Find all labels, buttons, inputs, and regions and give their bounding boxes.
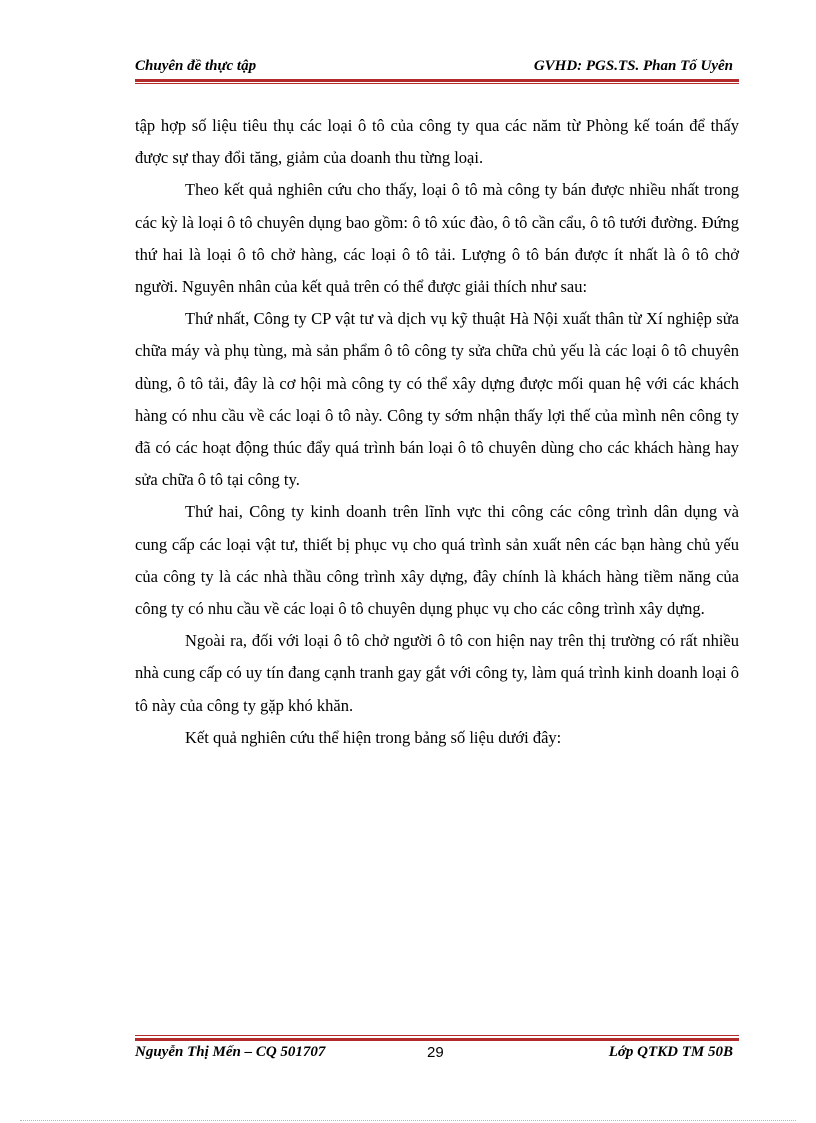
paragraph-reason-second: Thứ hai, Công ty kinh doanh trên lĩnh vực thi công các công trình dân dụng và cung cấp các loại vật tư, thiết bị phục vụ cho quá trình sản xuất nên các bạn hàng chủ yếu của công ty là các nhà thầu công trình xây dựng, đây chính là khách hàng tiềm năng của công ty có nhu cầu về các loại ô tô chuyên dụng phục vụ cho các công trình xây dựng. xyxy=(135,502,739,619)
page-footer xyxy=(135,1044,739,1068)
header-rule-thin xyxy=(135,83,739,84)
paragraph-continuation: tập hợp số liệu tiêu thụ các loại ô tô của công ty qua các năm từ Phòng kế toán để thấy được sự thay đổi tăng, giảm của doanh thu từng loại. xyxy=(135,116,739,168)
footer-class: Lớp QTKD TM 50B xyxy=(608,1044,733,1060)
page-bottom-edge xyxy=(20,1120,796,1121)
footer-rule-thick xyxy=(135,1038,739,1041)
paragraph-reason-first: Thứ nhất, Công ty CP vật tư và dịch vụ kỹ thuật Hà Nội xuất thân từ Xí nghiệp sửa chữa máy và phụ tùng, mà sản phẩm ô tô công ty sửa chữa chủ yếu là các loại ô tô chuyên dùng, ô tô tải, đây là cơ hội mà công ty có thể xây dựng được mối quan hệ với các khách hàng có nhu cầu về các loại ô tô này. Công ty sớm nhận thấy lợi thế của mình nên công ty đã có các hoạt động thúc đẩy quá trình bán loại ô tô chuyên dùng cho các khách hàng hay sửa chữa ô tô tại công ty. xyxy=(135,309,739,490)
paragraph-additionally: Ngoài ra, đối với loại ô tô chở người ô tô con hiện nay trên thị trường có rất nhiều nhà cung cấp có uy tín đang cạnh tranh gay gắt với công ty, làm quá trình kinh doanh loại ô tô này của công ty gặp khó khăn. xyxy=(135,631,739,715)
header-rule-thick xyxy=(135,79,739,82)
paragraph-research-result: Theo kết quả nghiên cứu cho thấy, loại ô tô mà công ty bán được nhiều nhất trong các kỳ là loại ô tô chuyên dụng bao gồm: ô tô xúc đào, ô tô cần cẩu, ô tô tưới đường. Đứng thứ hai là loại ô tô chở hàng, các loại ô tô tải. Lượng ô tô bán được ít nhất là ô tô chở người. Nguyên nhân của kết quả trên có thể được giải thích như sau: xyxy=(135,180,739,297)
header-report-title: Chuyên đề thực tập xyxy=(135,58,257,74)
page-header xyxy=(135,55,739,79)
paragraph-table-intro: Kết quả nghiên cứu thể hiện trong bảng số liệu dưới đây: xyxy=(185,727,562,747)
page-number: 29 xyxy=(427,1044,444,1061)
header-supervisor: GVHD: PGS.TS. Phan Tố Uyên xyxy=(533,58,733,74)
footer-rule-thin xyxy=(135,1035,739,1036)
footer-author: Nguyễn Thị Mến – CQ 501707 xyxy=(135,1044,326,1060)
body-text xyxy=(135,110,739,754)
